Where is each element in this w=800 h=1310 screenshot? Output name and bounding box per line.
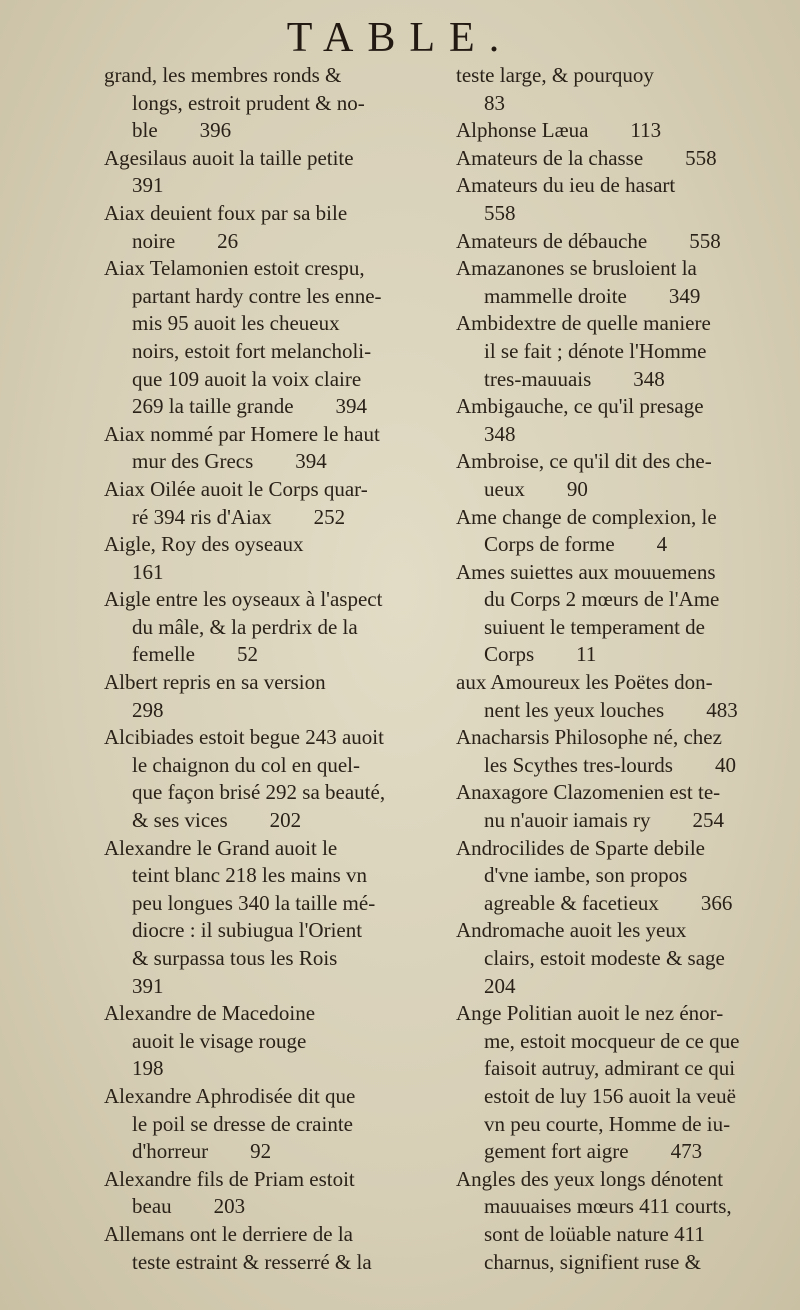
index-entry-line: mauuaises mœurs 411 courts,	[484, 1194, 732, 1219]
index-entry-line: 269 la taille grande 394	[132, 394, 368, 419]
index-entry-line: Agesilaus auoit la taille petite	[104, 145, 354, 170]
index-entry-line: & surpassa tous les Rois	[132, 946, 338, 970]
index-entry-line: gement fort aigre 473	[484, 1139, 703, 1164]
index-entry	[456, 559, 792, 669]
index-entry-line: peu longues 340 la taille mé-	[132, 890, 376, 915]
index-entry-line: Alexandre le Grand auoit le	[104, 835, 338, 860]
index-entry-line: beau 203	[132, 1194, 246, 1219]
index-entry-line: 198	[132, 1056, 164, 1081]
index-entry-line: partant hardy contre les enne-	[132, 283, 382, 308]
index-entry-line: Aiax Telamonien estoit crespu,	[104, 256, 365, 281]
index-entry-line: grand, les membres ronds &	[104, 63, 342, 87]
index-entry	[456, 504, 792, 559]
index-entry	[456, 1000, 792, 1166]
index-entry	[456, 1166, 792, 1276]
index-entry-line: d'vne iambe, son propos	[484, 863, 688, 888]
index-entry-line: auoit le visage rouge	[132, 1028, 307, 1053]
index-entry	[104, 835, 444, 1001]
index-entry-line: Alphonse Læua 113	[456, 118, 662, 143]
index-entry	[456, 393, 792, 448]
index-entry-line: 391	[132, 973, 164, 998]
index-entry-line: que 109 auoit la voix claire	[132, 366, 362, 391]
index-entry-line: clairs, estoit modeste & sage	[484, 946, 725, 970]
index-entry-line: ueux 90	[484, 476, 588, 501]
index-entry	[456, 145, 792, 173]
page-header: TABLE.	[286, 15, 514, 61]
right-column	[456, 62, 792, 1276]
index-entry	[456, 255, 792, 310]
index-entry	[104, 476, 444, 531]
index-entry-line: le poil se dresse de crainte	[132, 1111, 353, 1136]
index-entry	[104, 145, 444, 200]
index-entry	[104, 669, 444, 724]
index-entry	[456, 310, 792, 393]
index-entry	[456, 724, 792, 779]
index-entry-line: charnus, signifient ruse &	[484, 1249, 701, 1274]
index-entry-line: Amateurs de la chasse 558	[456, 145, 717, 170]
left-column	[104, 62, 444, 1276]
index-entry-line: faisoit autruy, admirant ce qui	[484, 1056, 736, 1081]
index-entry-line: les Scythes tres-lourds 40	[484, 752, 736, 777]
index-entry	[104, 724, 444, 834]
index-entry-line: Aigle, Roy des oyseaux	[104, 532, 304, 557]
index-entry	[104, 1221, 444, 1276]
index-entry-line: du Corps 2 mœurs de l'Ame	[484, 587, 720, 612]
index-entry-line: femelle 52	[132, 642, 258, 667]
index-entry-line: du mâle, & la perdrix de la	[132, 614, 358, 639]
index-entry	[456, 172, 792, 227]
index-entry-line: 83	[484, 90, 505, 115]
index-entry-line: Corps 11	[484, 642, 597, 667]
index-entry-line: diocre : il subiugua l'Orient	[132, 918, 363, 943]
index-entry-line: agreable & facetieux 366	[484, 890, 733, 915]
index-entry	[104, 586, 444, 669]
index-entry-line: mur des Grecs 394	[132, 449, 327, 474]
index-entry-line: 204	[484, 973, 516, 998]
index-entry-line: Angles des yeux longs dénotent	[456, 1166, 724, 1191]
index-entry-line: d'horreur 92	[132, 1139, 272, 1164]
index-entry-line: tres-mauuais 348	[484, 366, 665, 391]
index-entry	[456, 917, 792, 1000]
index-entry-line: sont de loüable nature 411	[484, 1221, 705, 1246]
index-entry-line: nent les yeux louches 483	[484, 697, 738, 722]
index-entry-line: Aiax nommé par Homere le haut	[104, 421, 380, 446]
index-entry-line: Andromache auoit les yeux	[456, 918, 687, 943]
index-entry	[104, 255, 444, 421]
index-entry-line: 391	[132, 173, 164, 198]
index-entry-line: Ame change de complexion, le	[456, 504, 717, 529]
index-entry-line: 161	[132, 559, 164, 584]
index-entry	[104, 421, 444, 476]
index-entry-line: Androcilides de Sparte debile	[456, 835, 706, 860]
index-entry	[104, 531, 444, 586]
index-entry	[456, 779, 792, 834]
index-entry-line: mammelle droite 349	[484, 283, 701, 308]
index-entry-line: Alcibiades estoit begue 243 auoit	[104, 725, 384, 750]
index-entry-line: 348	[484, 421, 516, 446]
index-entry	[456, 228, 792, 256]
index-entry-line: il se fait ; dénote l'Homme	[484, 338, 707, 363]
index-entry-line: Albert repris en sa version	[104, 670, 326, 695]
index-entry-line: teint blanc 218 les mains vn	[132, 863, 368, 888]
index-entry-line: aux Amoureux les Poëtes don-	[456, 670, 713, 695]
index-entry	[104, 1083, 444, 1166]
index-entry-line: Amateurs du ieu de hasart	[456, 173, 676, 198]
index-entry	[104, 62, 444, 145]
index-entry	[456, 62, 792, 117]
index-entry-line: Ange Politian auoit le nez énor-	[456, 1001, 724, 1026]
index-entry-line: teste estraint & resserré & la	[132, 1249, 372, 1274]
index-entry-line: que façon brisé 292 sa beauté,	[132, 780, 386, 805]
index-entry-line: teste large, & pourquoy	[456, 63, 654, 87]
index-entry	[104, 1166, 444, 1221]
index-entry-line: Alexandre de Macedoine	[104, 1001, 316, 1026]
index-entry-line: Ambigauche, ce qu'il presage	[456, 394, 704, 419]
index-entry-line: noire 26	[132, 228, 239, 253]
index-entry-line: ré 394 ris d'Aiax 252	[132, 504, 346, 529]
index-entry-line: estoit de luy 156 auoit la veuë	[484, 1083, 736, 1108]
index-entry-line: Ambroise, ce qu'il dit des che-	[456, 449, 712, 474]
index-entry-line: & ses vices 202	[132, 808, 302, 833]
index-entry-line: Aiax Oilée auoit le Corps quar-	[104, 476, 368, 501]
index-entry-line: Alexandre Aphrodisée dit que	[104, 1083, 356, 1108]
index-entry-line: Aiax deuient foux par sa bile	[104, 200, 348, 225]
index-entry-line: suiuent le temperament de	[484, 614, 706, 639]
index-entry-line: Anaxagore Clazomenien est te-	[456, 780, 721, 805]
index-entry-line: vn peu courte, Homme de iu-	[484, 1111, 731, 1136]
index-entry-line: Amazanones se brusloient la	[456, 256, 697, 281]
index-entry	[456, 835, 792, 918]
index-entry	[104, 1000, 444, 1083]
index-entry-line: Allemans ont le derriere de la	[104, 1221, 353, 1246]
index-entry-line: nu n'auoir iamais ry 254	[484, 808, 724, 833]
index-entry-line: 298	[132, 697, 164, 722]
index-entry-line: Alexandre fils de Priam estoit	[104, 1166, 355, 1191]
index-entry	[456, 448, 792, 503]
index-entry-line: ble 396	[132, 118, 232, 143]
index-entry-line: longs, estroit prudent & no-	[132, 90, 365, 115]
index-entry-line: 558	[484, 200, 516, 225]
index-entry-line: Anacharsis Philosophe né, chez	[456, 725, 722, 750]
index-entry-line: mis 95 auoit les cheueux	[132, 311, 340, 336]
index-entry-line: le chaignon du col en quel-	[132, 752, 361, 777]
index-entry	[456, 117, 792, 145]
index-entry-line: me, estoit mocqueur de ce que	[484, 1028, 740, 1053]
index-entry	[456, 669, 792, 724]
index-entry-line: Corps de forme 4	[484, 532, 668, 557]
index-entry-line: Amateurs de débauche 558	[456, 228, 721, 253]
index-entry-line: Ames suiettes aux mouuemens	[456, 559, 716, 584]
index-entry-line: Ambidextre de quelle maniere	[456, 311, 711, 336]
index-entry-line: noirs, estoit fort melancholi-	[132, 338, 372, 363]
index-entry	[104, 200, 444, 255]
index-entry-line: Aigle entre les oyseaux à l'aspect	[104, 587, 383, 612]
